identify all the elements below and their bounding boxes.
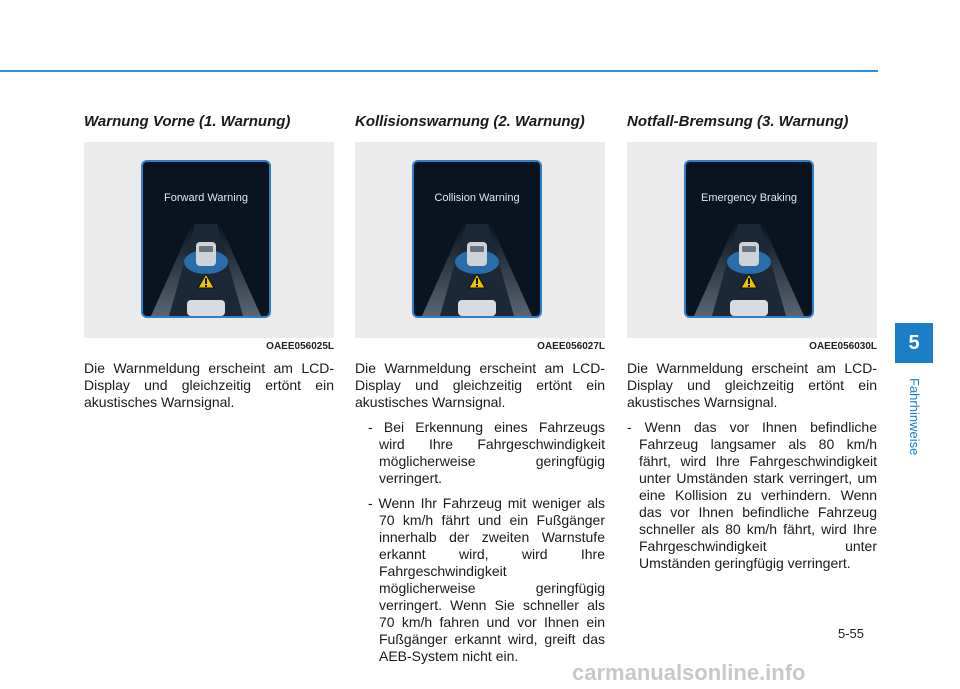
lcd-screen (684, 160, 814, 318)
bullet-item: - Wenn Ihr Fahrzeug mit weniger als 70 km/h fährt und ein Fußgänger innerhalb der zweiten Warnstufe erkannt wird, wird Ihre Fahrgeschwindigkeit möglicherweise geringfügig verringert. Wenn Sie schneller als 70 km/h fahren und vor Ihnen ein Fußgänger erkannt wird, greift das AEB-System nicht ein. (368, 495, 605, 664)
screen-label: Forward Warning (164, 192, 248, 204)
lcd-screen (141, 160, 271, 318)
image-code: OAEE056025L (266, 341, 334, 352)
image-code: OAEE056027L (537, 341, 605, 352)
road-scene-icon (686, 162, 812, 316)
column-forward-warning (84, 112, 334, 419)
body-text: Die Warnmeldung erscheint am LCD-Display und gleichzeitig ertönt ein akustisches Warnsignal. (627, 360, 877, 410)
body-text: Die Warnmeldung erscheint am LCD-Display und gleichzeitig ertönt ein akustisches Warnsignal. (84, 360, 334, 410)
screen-label: Emergency Braking (701, 192, 797, 204)
column-collision-warning (355, 112, 605, 673)
chapter-name: Fahrhinweise (907, 378, 922, 456)
display-illustration (355, 142, 605, 338)
header-rule (0, 70, 878, 72)
column-emergency-braking (627, 112, 877, 580)
section-heading: Notfall-Bremsung (3. Warnung) (627, 113, 849, 130)
screen-label: Collision Warning (434, 192, 520, 204)
bullet-item: - Wenn das vor Ihnen befindliche Fahrzeug langsamer als 80 km/h fährt, wird Ihre Fahrgeschwindigkeit unter Umständen stark verringert, um eine Kollision zu verhindern. Wenn das vor Ihnen befindliche Fahrzeug schneller als 80 km/h fährt, wird Ihre Fahrgeschwindigkeit unter Umständen geringfügig verringert. (627, 419, 877, 571)
lcd-screen (412, 160, 542, 318)
section-heading: Warnung Vorne (1. Warnung) (84, 113, 291, 130)
page-number: 5-55 (838, 626, 865, 641)
body-text: Die Warnmeldung erscheint am LCD-Display und gleichzeitig ertönt ein akustisches Warnsignal. (355, 360, 605, 410)
section-heading: Kollisionswarnung (2. Warnung) (355, 113, 585, 130)
chapter-number-tab: 5 (895, 323, 933, 363)
bullet-item: - Bei Erkennung eines Fahrzeugs wird Ihre Fahrgeschwindigkeit möglicherweise geringfügig verringert. (368, 419, 605, 486)
road-scene-icon (143, 162, 269, 316)
display-illustration (84, 142, 334, 338)
display-illustration (627, 142, 877, 338)
image-code: OAEE056030L (809, 341, 877, 352)
watermark: carmanualsonline.info (572, 660, 806, 685)
road-scene-icon (414, 162, 540, 316)
